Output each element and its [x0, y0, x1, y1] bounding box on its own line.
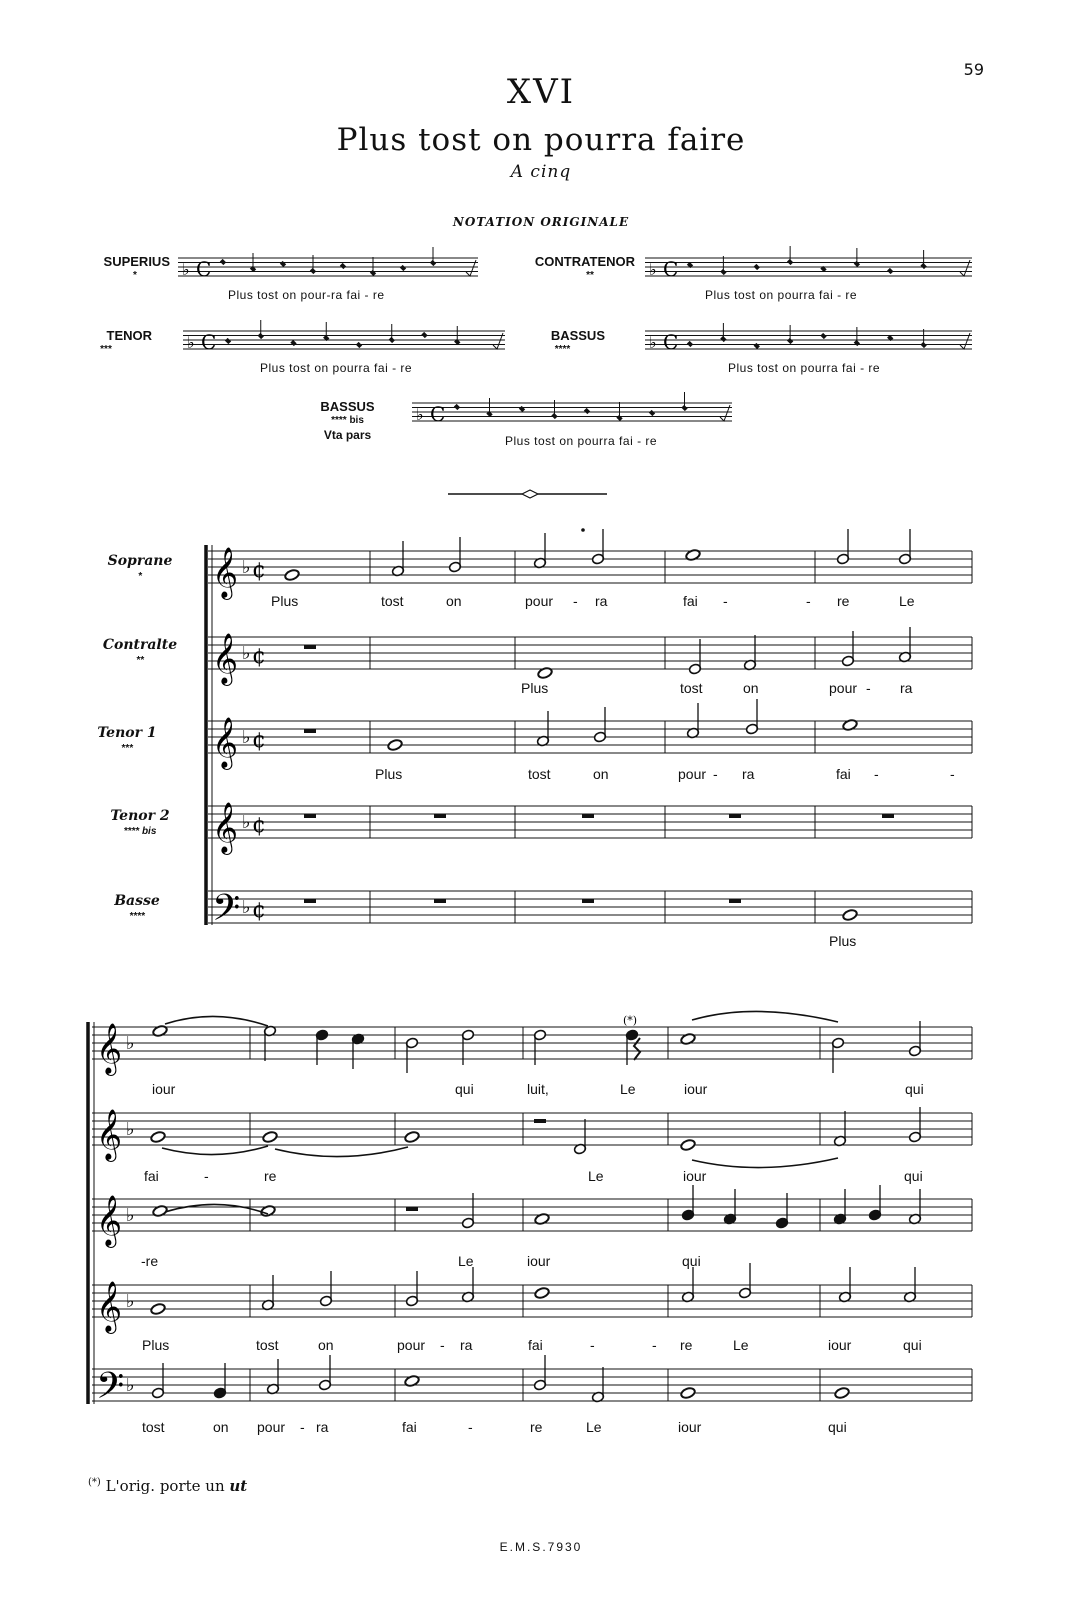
incipit-lyric-bassus: Plus tost on pourra fai - re	[728, 361, 881, 375]
incipit-label-superius: SUPERIUS *	[103, 254, 170, 281]
tie	[162, 1146, 268, 1155]
incipit-label-contratenor: CONTRATENOR **	[534, 254, 635, 281]
piece-title: Plus tost on pourra faire	[336, 122, 746, 158]
incipit-mensuration-icon: C	[196, 257, 212, 281]
tie	[165, 1016, 268, 1026]
treble-clef-icon: 𝄞	[96, 1109, 123, 1160]
rest-s1-v3	[304, 814, 316, 818]
incipit-note	[220, 259, 226, 265]
lyric-s2-tenor2-syllable: -	[440, 1337, 445, 1353]
lyric-s1-contralte-syllable: -	[866, 680, 871, 696]
incipit-flat-icon: ♭	[187, 333, 195, 352]
lyric-s1-tenor1-syllable: -	[950, 766, 955, 782]
lyric-s1-soprane-syllable: -	[723, 593, 728, 609]
incipit-lyric-superius: Plus tost on pour-ra fai - re	[228, 288, 385, 302]
incipit-label-tenor: TENOR ***	[100, 328, 152, 355]
note-s2-v1	[150, 1131, 166, 1144]
incipit-lyric-contratenor: Plus tost on pourra fai - re	[705, 288, 858, 302]
lyric-s2-contralte-syllable: Le	[588, 1168, 604, 1184]
lyric-s2-tenor2-syllable: -	[652, 1337, 657, 1353]
treble-clef-icon: 𝄞	[96, 1281, 123, 1332]
lyric-s2-basse-syllable: tost	[142, 1419, 165, 1435]
rest-s1-v3	[882, 814, 894, 818]
lyric-s2-tenor2-syllable: Le	[733, 1337, 749, 1353]
incipit-mensuration-icon: C	[663, 257, 679, 281]
incipit-flat-icon: ♭	[182, 260, 190, 279]
note-s2-v4	[680, 1387, 696, 1400]
lyric-s1-soprane-syllable: -	[573, 593, 578, 609]
cut-time-icon: ¢	[252, 813, 266, 838]
lyric-s2-soprane-syllable: luit,	[527, 1081, 549, 1097]
incipit-note	[687, 341, 693, 347]
incipit-note	[356, 342, 362, 348]
incipit-lyric-tenor: Plus tost on pourra fai - re	[260, 361, 413, 375]
bass-clef-icon: 𝄢	[96, 1365, 125, 1416]
tie	[165, 1204, 268, 1214]
lyric-s2-tenor2-syllable: iour	[828, 1337, 852, 1353]
lyric-s2-contralte-syllable: -	[204, 1168, 209, 1184]
treble-clef-icon: 𝄞	[96, 1195, 123, 1246]
lyric-s1-soprane-syllable: on	[446, 593, 462, 609]
voice-label-contralte: Contralte **	[102, 637, 178, 666]
voice-label-tenor1: Tenor 1 ***	[97, 725, 157, 754]
flat-icon: ♭	[126, 1033, 135, 1054]
lyric-s1-tenor1-syllable: tost	[528, 766, 551, 782]
lyric-s1-tenor1-syllable: -	[713, 766, 718, 782]
incipit-note	[820, 333, 826, 339]
lyric-s2-basse-syllable: Le	[586, 1419, 602, 1435]
lyric-s1-contralte-syllable: ra	[900, 680, 913, 696]
note-s1-v0	[685, 549, 701, 562]
rest-s1-v3	[582, 814, 594, 818]
lyric-s2-soprane-syllable: iour	[684, 1081, 708, 1097]
treble-clef-icon: 𝄞	[212, 547, 239, 598]
treble-clef-icon: 𝄞	[212, 717, 239, 768]
lyric-s2-tenor2-syllable: re	[680, 1337, 693, 1353]
lyric-s2-basse-syllable: on	[213, 1419, 229, 1435]
incipit-note	[754, 343, 760, 349]
cut-time-icon: ¢	[252, 644, 266, 669]
incipit-note	[754, 264, 760, 270]
bass-clef-icon: 𝄢	[212, 887, 241, 938]
lyric-s1-contralte-syllable: Plus	[521, 680, 549, 696]
note-s1-v4	[842, 909, 858, 922]
lyric-s1-basse-syllable: Plus	[829, 933, 857, 949]
rest-s1-v4	[729, 899, 741, 903]
note-s2-v2	[260, 1205, 276, 1218]
lyric-s1-soprane-syllable: pour	[525, 593, 554, 609]
voice-label-tenor2: Tenor 2 **** bis	[110, 808, 170, 837]
lyric-s2-tenor2-syllable: ra	[460, 1337, 473, 1353]
note-s2-v1	[680, 1139, 696, 1152]
incipit-note	[887, 268, 893, 274]
incipit-flat-icon: ♭	[416, 405, 424, 424]
lyric-s2-tenor2-syllable: qui	[903, 1337, 922, 1353]
note-s2-v4	[834, 1387, 850, 1400]
plate-number: E.M.S.7930	[499, 1540, 583, 1554]
incipit-note	[280, 261, 286, 267]
lyric-s2-tenor1-syllable: iour	[527, 1253, 551, 1269]
rest-s1-v3	[434, 814, 446, 818]
rest-s2-v2	[406, 1207, 418, 1211]
flat-icon: ♭	[242, 643, 251, 664]
lyric-s2-basse-syllable: fai	[402, 1419, 417, 1435]
note-s2-v2	[534, 1213, 550, 1226]
treble-clef-icon: 𝄞	[212, 633, 239, 684]
rest-s1-v4	[434, 899, 446, 903]
rest-s2-v1	[534, 1119, 546, 1123]
lyric-s2-soprane-syllable: qui	[905, 1081, 924, 1097]
rest-s1-v3	[729, 814, 741, 818]
lyric-s2-tenor1-syllable: Le	[458, 1253, 474, 1269]
lyric-s2-tenor1-syllable: qui	[682, 1253, 701, 1269]
note-s2-v3	[534, 1287, 550, 1300]
flat-icon: ♭	[242, 812, 251, 833]
lyric-s2-contralte-syllable: iour	[683, 1168, 707, 1184]
lyric-s2-contralte-syllable: re	[264, 1168, 277, 1184]
lyric-s1-tenor1-syllable: -	[874, 766, 879, 782]
rest-s1-v1	[304, 645, 316, 649]
treble-clef-icon: 𝄞	[96, 1023, 123, 1074]
tie	[692, 1011, 838, 1022]
lyric-s1-soprane-syllable: re	[837, 593, 850, 609]
lyric-s1-tenor1-syllable: fai	[836, 766, 851, 782]
note-s2-v1	[262, 1131, 278, 1144]
incipit-note	[225, 338, 231, 344]
note-s2-v4	[404, 1375, 420, 1388]
note-s2-v3	[150, 1303, 166, 1316]
incipit-label-bassus: BASSUS ****	[550, 328, 605, 355]
note-s1-v0	[284, 569, 300, 582]
incipit-lyric-bassus-bis: Plus tost on pourra fai - re	[505, 434, 658, 448]
lyric-s2-tenor2-syllable: fai	[528, 1337, 543, 1353]
lyric-s2-basse-syllable: pour	[257, 1419, 286, 1435]
incipit-note	[421, 332, 427, 338]
lyric-s2-tenor2-syllable: on	[318, 1337, 334, 1353]
flat-icon: ♭	[126, 1291, 135, 1312]
incipit-note	[340, 263, 346, 269]
lyric-s1-soprane-syllable: -	[806, 593, 811, 609]
lyric-s1-soprane-syllable: Le	[899, 593, 915, 609]
lyric-s2-basse-syllable: ra	[316, 1419, 329, 1435]
lyric-s1-soprane-syllable: Plus	[271, 593, 299, 609]
lyric-s1-contralte-syllable: on	[743, 680, 759, 696]
lyric-s1-contralte-syllable: tost	[680, 680, 703, 696]
incipit-flat-icon: ♭	[649, 260, 657, 279]
note-s1-v2	[387, 739, 403, 752]
incipit-mensuration-icon: C	[430, 402, 446, 426]
rest-s1-v2	[304, 729, 316, 733]
note-s1-v2	[842, 719, 858, 732]
incipit-note	[400, 265, 406, 271]
incipit-note	[454, 404, 460, 410]
lyric-s2-basse-syllable: -	[468, 1419, 473, 1435]
note-s2-v0	[680, 1033, 696, 1046]
lyric-s2-contralte-syllable: qui	[904, 1168, 923, 1184]
quarter-rest-icon	[634, 1038, 640, 1060]
flat-icon: ♭	[126, 1119, 135, 1140]
dot-mark	[581, 528, 585, 532]
notation-heading: NOTATION ORIGINALE	[452, 215, 630, 229]
lyric-s2-basse-syllable: re	[530, 1419, 543, 1435]
note-s1-v1	[537, 667, 553, 680]
lyric-s1-contralte-syllable: pour	[829, 680, 858, 696]
lyric-s2-basse-syllable: qui	[828, 1419, 847, 1435]
flat-icon: ♭	[242, 727, 251, 748]
treble-clef-icon: 𝄞	[212, 802, 239, 853]
lyric-s1-tenor1-syllable: ra	[742, 766, 755, 782]
incipit-note	[290, 340, 296, 346]
lyric-s1-soprane-syllable: ra	[595, 593, 608, 609]
lyric-s2-contralte-syllable: fai	[144, 1168, 159, 1184]
divider-diamond-icon	[522, 490, 538, 498]
note-s2-v1	[404, 1131, 420, 1144]
lyric-s2-basse-syllable: -	[300, 1419, 305, 1435]
tie	[692, 1158, 838, 1168]
flat-icon: ♭	[242, 897, 251, 918]
footnote: (*) L'orig. porte un ut	[88, 1477, 248, 1495]
cut-time-icon: ¢	[252, 898, 266, 923]
lyric-s2-soprane-syllable: qui	[455, 1081, 474, 1097]
flat-icon: ♭	[126, 1205, 135, 1226]
incipit-note	[519, 406, 525, 412]
page-number: 59	[963, 60, 984, 79]
lyric-s2-tenor2-syllable: tost	[256, 1337, 279, 1353]
tie	[275, 1147, 408, 1157]
incipit-note	[649, 410, 655, 416]
incipit-label-bassus-bis: BASSUS **** bis Vta pars	[320, 399, 375, 442]
incipit-note	[584, 408, 590, 414]
incipit-mensuration-icon: C	[663, 330, 679, 354]
lyric-s2-soprane-syllable: iour	[152, 1081, 176, 1097]
rest-s1-v4	[304, 899, 316, 903]
lyric-s2-tenor2-syllable: -	[590, 1337, 595, 1353]
footnote-marker: (*)	[623, 1014, 638, 1027]
cut-time-icon: ¢	[252, 558, 266, 583]
flat-icon: ♭	[126, 1375, 135, 1396]
lyric-s2-tenor2-syllable: pour	[397, 1337, 426, 1353]
voice-label-basse: Basse ****	[114, 893, 160, 922]
incipit-flat-icon: ♭	[649, 333, 657, 352]
incipit-mensuration-icon: C	[201, 330, 217, 354]
lyric-s2-tenor2-syllable: Plus	[142, 1337, 170, 1353]
note-s2-v0	[152, 1025, 168, 1038]
lyric-s2-tenor1-syllable: -re	[141, 1253, 159, 1269]
lyric-s2-basse-syllable: iour	[678, 1419, 702, 1435]
lyric-s1-soprane-syllable: fai	[683, 593, 698, 609]
cut-time-icon: ¢	[252, 728, 266, 753]
lyric-s1-soprane-syllable: tost	[381, 593, 404, 609]
lyric-s1-tenor1-syllable: pour	[678, 766, 707, 782]
lyric-s1-tenor1-syllable: on	[593, 766, 609, 782]
piece-number: XVI	[506, 72, 576, 112]
flat-icon: ♭	[242, 557, 251, 578]
rest-s1-v4	[582, 899, 594, 903]
voice-label-soprane: Soprane *	[107, 553, 173, 582]
lyric-s2-soprane-syllable: Le	[620, 1081, 636, 1097]
piece-subtitle: A cinq	[510, 162, 572, 182]
lyric-s1-tenor1-syllable: Plus	[375, 766, 403, 782]
